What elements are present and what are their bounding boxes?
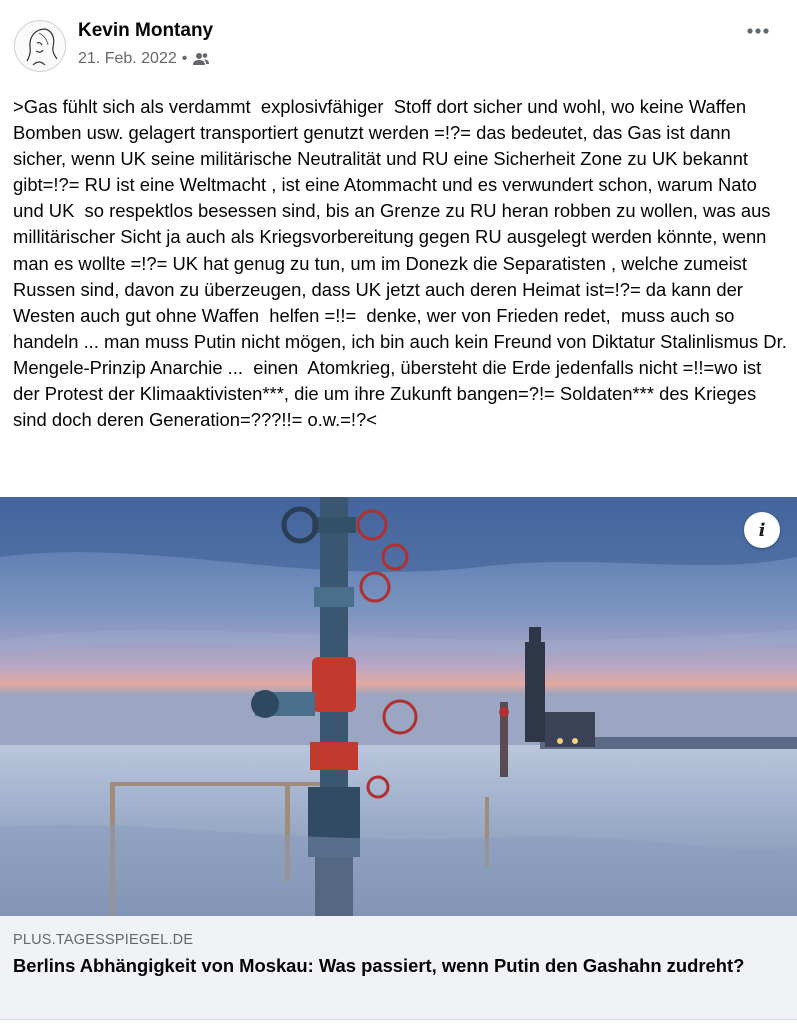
post-header	[0, 0, 797, 90]
divider	[0, 1019, 797, 1034]
meta-separator: •	[181, 50, 188, 67]
more-options-button[interactable]	[741, 18, 775, 44]
link-title[interactable]: Berlins Abhängigkeit von Moskau: Was passiert, wenn Putin den Gashahn zudreht?	[13, 955, 745, 976]
avatar-sketch-icon	[15, 21, 66, 72]
ellipsis-icon	[746, 27, 770, 35]
post-meta	[78, 50, 210, 68]
info-button[interactable]	[744, 512, 780, 548]
post-date[interactable]: 21. Feb. 2022	[78, 50, 177, 67]
author-name[interactable]: Kevin Montany	[78, 20, 214, 41]
link-domain: PLUS.TAGESSPIEGEL.DE	[13, 932, 194, 948]
link-preview-footer[interactable]	[0, 916, 797, 1019]
link-preview-image[interactable]	[0, 497, 797, 916]
friends-icon	[192, 51, 210, 67]
info-icon: i	[758, 519, 766, 541]
avatar[interactable]	[14, 20, 66, 72]
link-preview-card[interactable]	[0, 497, 797, 1019]
post-body-text: >Gas fühlt sich als verdammt explosivfähiger Stoff dort sicher und wohl, wo keine Waffen Bomben usw. gelagert transportiert genutzt werden =!?= das bedeutet, das Gas ist dann sicher, wenn UK seine militärische Neutralität und RU eine Sicherheit Zone zu UK bekannt gibt=!?= RU ist eine Weltmacht , ist eine Atommacht und es verwundert schon, warum Nato und UK so respektlos besessen sind, bis an Grenze zu RU heran robben zu wollen, was aus millitärischer Sicht ja auch als Kriegsvorbereitung gegen RU ausgelegt werden könnte, wenn man es wollte =!?= UK hat genug zu tun, um im Donezk die Separatisten , welche zumeist Russen sind, davon zu überzeugen, dass UK jetzt auch deren Heimat ist=!?= da kann der Westen auch gut ohne Waffen helfen =!!= denke, wer von Frieden redet, muss auch so handeln ... man muss Putin nicht mögen, ich bin auch kein Freund von Diktatur Stalinlismus Dr. Mengele-Prinzip Anarchie ... einen Atomkrieg, übersteht die Erde jedenfalls nicht =!!=wo ist der Protest der Klimaaktivisten***, die um ihre Zukunft bangen=?!= Soldaten*** des Krieges sind doch deren Generation=???!!= o.w.=!?<	[13, 96, 792, 431]
